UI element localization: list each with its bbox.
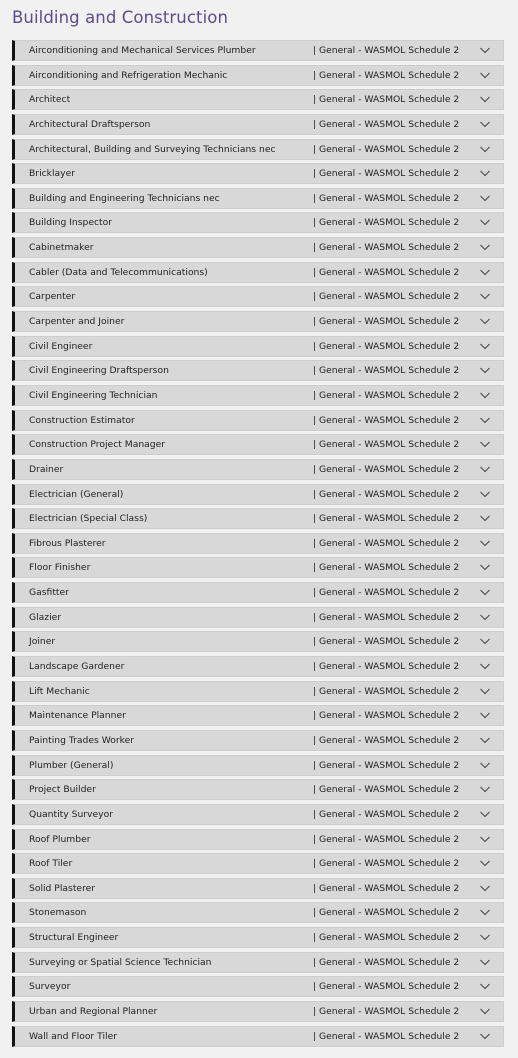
occupation-category: | General - WASMOL Schedule 2 xyxy=(313,882,460,894)
chevron-down-icon[interactable] xyxy=(479,241,491,253)
occupation-category: | General - WASMOL Schedule 2 xyxy=(313,217,460,229)
accordion-item[interactable] xyxy=(12,114,504,135)
accordion-item[interactable] xyxy=(12,952,504,973)
occupation-category: | General - WASMOL Schedule 2 xyxy=(313,808,460,820)
chevron-down-icon[interactable] xyxy=(479,759,491,771)
accordion-item[interactable] xyxy=(12,434,504,455)
accordion-item[interactable] xyxy=(12,459,504,480)
accordion-item[interactable] xyxy=(12,656,504,677)
occupation-name: Wall and Floor Tiler xyxy=(29,1030,117,1042)
occupation-name: Electrician (General) xyxy=(29,488,124,500)
chevron-down-icon[interactable] xyxy=(479,315,491,327)
occupation-name: Painting Trades Worker xyxy=(29,734,135,746)
occupation-category: | General - WASMOL Schedule 2 xyxy=(313,759,460,771)
chevron-down-icon[interactable] xyxy=(479,611,491,623)
accordion-item[interactable] xyxy=(12,631,504,652)
chevron-down-icon[interactable] xyxy=(479,266,491,278)
occupation-name: Architectural Draftsperson xyxy=(29,118,151,130)
chevron-down-icon[interactable] xyxy=(479,44,491,56)
accordion-item[interactable] xyxy=(12,188,504,209)
occupation-name: Airconditioning and Refrigeration Mechanic xyxy=(29,69,228,81)
chevron-down-icon[interactable] xyxy=(479,512,491,524)
occupation-name: Electrician (Special Class) xyxy=(29,513,148,525)
accordion-item[interactable] xyxy=(12,533,504,554)
accordion-item[interactable] xyxy=(12,779,504,800)
chevron-down-icon[interactable] xyxy=(479,118,491,130)
occupation-category: | General - WASMOL Schedule 2 xyxy=(313,784,460,796)
occupation-name: Civil Engineering Draftsperson xyxy=(29,365,169,377)
occupation-category: | General - WASMOL Schedule 2 xyxy=(313,1005,460,1017)
occupation-category: | General - WASMOL Schedule 2 xyxy=(313,439,460,451)
occupation-category: | General - WASMOL Schedule 2 xyxy=(313,710,460,722)
occupation-name: Construction Estimator xyxy=(29,414,135,426)
accordion-item[interactable] xyxy=(12,385,504,406)
chevron-down-icon[interactable] xyxy=(479,463,491,475)
accordion-item[interactable] xyxy=(12,853,504,874)
accordion-item[interactable] xyxy=(12,755,504,776)
occupation-name: Stonemason xyxy=(29,907,87,919)
accordion-item[interactable] xyxy=(12,681,504,702)
occupation-name: Gasfitter xyxy=(29,587,69,599)
occupation-name: Plumber (General) xyxy=(29,759,114,771)
occupation-name: Glazier xyxy=(29,611,62,623)
occupation-name: Airconditioning and Mechanical Services Plumber xyxy=(29,45,256,56)
chevron-down-icon[interactable] xyxy=(479,808,491,820)
chevron-down-icon[interactable] xyxy=(479,438,491,450)
occupation-category: | General - WASMOL Schedule 2 xyxy=(313,1030,460,1042)
chevron-down-icon[interactable] xyxy=(479,857,491,869)
accordion-item[interactable] xyxy=(12,65,504,86)
occupation-name: Quantity Surveyor xyxy=(29,808,113,820)
occupation-name: Surveying or Spatial Science Technician xyxy=(29,956,212,968)
occupation-category: | General - WASMOL Schedule 2 xyxy=(313,537,460,549)
occupation-name: Carpenter xyxy=(29,291,76,303)
occupation-category: | General - WASMOL Schedule 2 xyxy=(313,242,460,254)
chevron-down-icon[interactable] xyxy=(479,709,491,721)
occupation-name: Cabler (Data and Telecommunications) xyxy=(29,266,208,278)
section-heading: Building and Construction xyxy=(12,8,229,27)
chevron-down-icon[interactable] xyxy=(479,906,491,918)
occupation-name: Fibrous Plasterer xyxy=(29,537,106,549)
occupation-category: | General - WASMOL Schedule 2 xyxy=(313,316,460,328)
accordion-item[interactable] xyxy=(12,976,504,997)
chevron-down-icon[interactable] xyxy=(479,364,491,376)
accordion-item[interactable] xyxy=(12,927,504,948)
occupation-name: Building and Engineering Technicians nec xyxy=(29,192,220,204)
occupation-category: | General - WASMOL Schedule 2 xyxy=(313,291,460,303)
occupation-name: Building Inspector xyxy=(29,217,113,229)
occupation-category: | General - WASMOL Schedule 2 xyxy=(313,858,460,870)
occupation-name: Civil Engineering Technician xyxy=(29,389,158,401)
chevron-down-icon[interactable] xyxy=(479,93,491,105)
chevron-down-icon[interactable] xyxy=(479,216,491,228)
occupation-category: | General - WASMOL Schedule 2 xyxy=(313,685,460,697)
occupation-category: | General - WASMOL Schedule 2 xyxy=(313,192,460,204)
accordion-item[interactable] xyxy=(12,878,504,899)
accordion-item[interactable] xyxy=(12,410,504,431)
chevron-down-icon[interactable] xyxy=(479,734,491,746)
occupation-category: | General - WASMOL Schedule 2 xyxy=(313,94,460,106)
chevron-down-icon[interactable] xyxy=(479,635,491,647)
accordion-item[interactable] xyxy=(12,212,504,233)
occupation-name: Bricklayer xyxy=(29,168,76,180)
occupation-list xyxy=(12,40,504,1047)
occupation-name: Urban and Regional Planner xyxy=(29,1005,158,1017)
accordion-item[interactable] xyxy=(12,557,504,578)
accordion-item[interactable] xyxy=(12,902,504,923)
occupation-name: Joiner xyxy=(29,636,56,648)
occupation-category: | General - WASMOL Schedule 2 xyxy=(313,45,460,56)
occupation-category: | General - WASMOL Schedule 2 xyxy=(313,463,460,475)
accordion-item[interactable] xyxy=(12,163,504,184)
chevron-down-icon[interactable] xyxy=(479,1030,491,1042)
occupation-name: Roof Plumber xyxy=(29,833,91,845)
occupation-category: | General - WASMOL Schedule 2 xyxy=(313,833,460,845)
occupation-category: | General - WASMOL Schedule 2 xyxy=(313,907,460,919)
accordion-item[interactable] xyxy=(12,336,504,357)
chevron-down-icon[interactable] xyxy=(479,956,491,968)
occupation-name: Surveyor xyxy=(29,981,71,993)
chevron-down-icon[interactable] xyxy=(479,488,491,500)
chevron-down-icon[interactable] xyxy=(479,931,491,943)
chevron-down-icon[interactable] xyxy=(479,882,491,894)
chevron-down-icon[interactable] xyxy=(479,290,491,302)
occupation-category: | General - WASMOL Schedule 2 xyxy=(313,488,460,500)
occupation-category: | General - WASMOL Schedule 2 xyxy=(313,636,460,648)
accordion-item[interactable] xyxy=(12,1001,504,1022)
occupation-category: | General - WASMOL Schedule 2 xyxy=(313,389,460,401)
accordion-item[interactable] xyxy=(12,705,504,726)
accordion-item[interactable] xyxy=(12,829,504,850)
occupation-category: | General - WASMOL Schedule 2 xyxy=(313,143,460,155)
occupation-name: Landscape Gardener xyxy=(29,661,125,673)
accordion-item[interactable] xyxy=(12,582,504,603)
accordion-item[interactable] xyxy=(12,508,504,529)
accordion-item[interactable] xyxy=(12,730,504,751)
chevron-down-icon[interactable] xyxy=(479,167,491,179)
chevron-down-icon[interactable] xyxy=(479,586,491,598)
chevron-down-icon[interactable] xyxy=(479,980,491,992)
occupation-category: | General - WASMOL Schedule 2 xyxy=(313,118,460,130)
chevron-down-icon[interactable] xyxy=(479,660,491,672)
accordion-item[interactable] xyxy=(12,607,504,628)
accordion-item[interactable] xyxy=(12,804,504,825)
accordion-item[interactable] xyxy=(12,286,504,307)
occupation-name: Architectural, Building and Surveying Technicians nec xyxy=(29,143,276,155)
occupation-category: | General - WASMOL Schedule 2 xyxy=(313,981,460,993)
occupation-name: Drainer xyxy=(29,463,64,475)
occupation-category: | General - WASMOL Schedule 2 xyxy=(313,932,460,944)
occupation-name: Carpenter and Joiner xyxy=(29,316,125,328)
occupation-name: Civil Engineer xyxy=(29,340,93,352)
chevron-down-icon[interactable] xyxy=(479,685,491,697)
accordion-item[interactable] xyxy=(12,237,504,258)
chevron-down-icon[interactable] xyxy=(479,340,491,352)
occupation-category: | General - WASMOL Schedule 2 xyxy=(313,661,460,673)
occupation-name: Lift Mechanic xyxy=(29,685,90,697)
occupation-name: Solid Plasterer xyxy=(29,882,96,894)
occupation-category: | General - WASMOL Schedule 2 xyxy=(313,611,460,623)
accordion-item[interactable] xyxy=(12,360,504,381)
accordion-item[interactable] xyxy=(12,89,504,110)
occupation-name: Project Builder xyxy=(29,784,96,796)
chevron-down-icon[interactable] xyxy=(479,537,491,549)
chevron-down-icon[interactable] xyxy=(479,192,491,204)
occupation-category: | General - WASMOL Schedule 2 xyxy=(313,513,460,525)
occupation-category: | General - WASMOL Schedule 2 xyxy=(313,587,460,599)
chevron-down-icon[interactable] xyxy=(479,69,491,81)
occupation-category: | General - WASMOL Schedule 2 xyxy=(313,365,460,377)
occupation-category: | General - WASMOL Schedule 2 xyxy=(313,168,460,180)
accordion-item[interactable] xyxy=(12,40,504,61)
chevron-down-icon[interactable] xyxy=(479,833,491,845)
occupation-name: Construction Project Manager xyxy=(29,439,166,451)
accordion-item[interactable] xyxy=(12,1026,504,1047)
chevron-down-icon[interactable] xyxy=(479,389,491,401)
accordion-item[interactable] xyxy=(12,484,504,505)
occupation-category: | General - WASMOL Schedule 2 xyxy=(313,734,460,746)
occupation-name: Architect xyxy=(29,94,71,106)
chevron-down-icon[interactable] xyxy=(479,783,491,795)
occupation-name: Floor Finisher xyxy=(29,562,91,574)
occupation-name: Maintenance Planner xyxy=(29,710,126,722)
occupation-category: | General - WASMOL Schedule 2 xyxy=(313,956,460,968)
accordion-item[interactable] xyxy=(12,311,504,332)
chevron-down-icon[interactable] xyxy=(479,143,491,155)
chevron-down-icon[interactable] xyxy=(479,414,491,426)
occupation-category: | General - WASMOL Schedule 2 xyxy=(313,69,460,81)
accordion-item[interactable] xyxy=(12,262,504,283)
occupation-category: | General - WASMOL Schedule 2 xyxy=(313,266,460,278)
occupation-name: Roof Tiler xyxy=(29,858,73,870)
occupation-category: | General - WASMOL Schedule 2 xyxy=(313,340,460,352)
chevron-down-icon[interactable] xyxy=(479,561,491,573)
occupation-name: Cabinetmaker xyxy=(29,242,94,254)
occupation-category: | General - WASMOL Schedule 2 xyxy=(313,562,460,574)
occupation-category: | General - WASMOL Schedule 2 xyxy=(313,414,460,426)
occupation-name: Structural Engineer xyxy=(29,932,119,944)
chevron-down-icon[interactable] xyxy=(479,1005,491,1017)
accordion-item[interactable] xyxy=(12,139,504,160)
